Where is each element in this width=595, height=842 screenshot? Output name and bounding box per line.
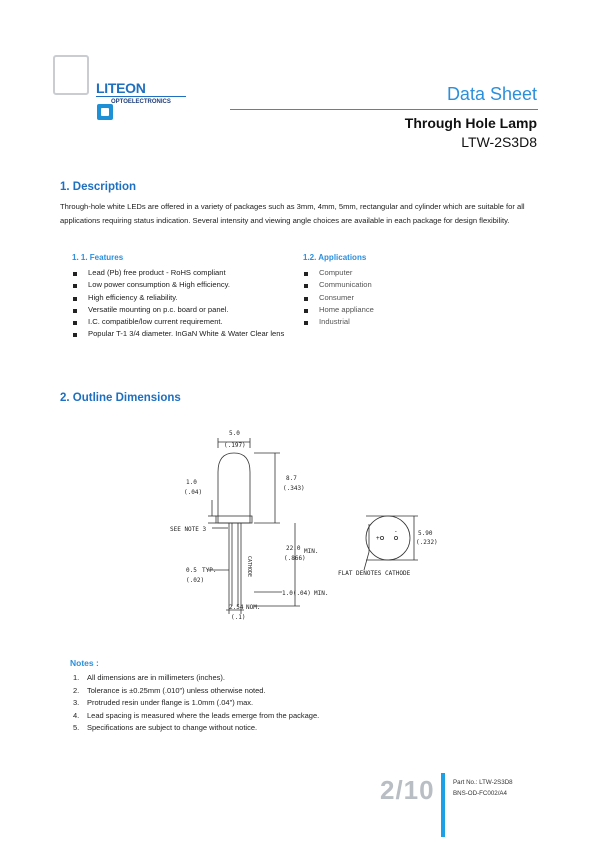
dim-diameter: 5.90: [418, 530, 433, 537]
notes-list: [73, 672, 319, 735]
dim-spacing-in: (.1): [231, 614, 246, 621]
dim-top: 5.0: [229, 430, 240, 437]
list-item: I.C. compatible/low current requirement.: [72, 316, 297, 328]
plus-label: +: [376, 535, 380, 542]
dim-lead-width: 0.5: [186, 567, 197, 574]
end-view-circle: [366, 516, 410, 560]
dim-flange-suffix: MIN.: [314, 590, 329, 597]
list-item: Popular T-1 3/4 diameter. InGaN White & Water Clear lens: [72, 328, 297, 340]
list-item: Home appliance: [303, 304, 503, 316]
logo-text: LITEON: [96, 80, 146, 96]
applications-list: [303, 267, 503, 328]
page-number: 2/10: [380, 775, 435, 805]
logo-mark: [97, 104, 113, 120]
logo-frame: [53, 55, 89, 95]
footer-info: [453, 778, 513, 799]
cathode-label: CATHODE: [246, 556, 252, 578]
dim-height-in: (.343): [283, 485, 305, 492]
footer-part-no: Part No.: LTW-2S3D8: [453, 779, 513, 786]
doc-type-title: Data Sheet: [446, 84, 537, 104]
logo-underline: [96, 96, 186, 97]
outline-drawing: [150, 420, 450, 630]
outline-heading: 2. Outline Dimensions: [60, 392, 181, 404]
list-item: 1. All dimensions are in millimeters (inches).: [73, 673, 225, 682]
dim-lead-in: (.866): [284, 555, 306, 562]
dim-diameter-in: (.232): [416, 539, 438, 546]
list-item: Consumer: [303, 292, 503, 304]
logo-subtitle: OPTOELECTRONICS: [111, 99, 171, 105]
features-list: [72, 267, 297, 341]
list-item: 5. Specifications are subject to change without notice.: [73, 723, 258, 733]
list-item: Lead (Pb) free product - RoHS compliant: [72, 267, 297, 279]
header-divider: [230, 109, 538, 110]
minus-label: -: [394, 528, 398, 535]
notes-heading: Notes :: [70, 658, 99, 668]
lamp-flange: [216, 516, 252, 523]
list-item: 4. Lead spacing is measured where the leads emerge from the package.: [73, 710, 320, 720]
list-item: Computer: [303, 267, 503, 279]
dim-lead-width-suffix: TYP.: [202, 567, 217, 574]
dim-lead-suffix: MIN.: [304, 548, 319, 555]
list-item: 3. Protruded resin under flange is 1.0mm (.04") max.: [73, 698, 254, 708]
dim-lead-width-in: (.02): [186, 577, 205, 584]
footer-accent-bar: [441, 773, 445, 837]
dim-top-in: (.197): [224, 442, 246, 449]
dim-flange: 1.0(.04): [282, 590, 311, 597]
lamp-body: [218, 453, 250, 523]
dim-lead: 22.0: [286, 545, 301, 552]
applications-heading: 1.2. Applications: [303, 253, 367, 262]
list-item: Communication: [303, 279, 503, 291]
list-item: Versatile mounting on p.c. board or panel.: [72, 304, 297, 316]
list-item: 2. Tolerance is ±0.25mm (.010") unless otherwise noted.: [73, 685, 266, 695]
features-heading: 1. 1. Features: [72, 253, 124, 262]
list-item: High efficiency & reliability.: [72, 292, 297, 304]
dim-spacing: 2.54: [229, 604, 244, 611]
list-item: Industrial: [303, 316, 503, 328]
list-item: Low power consumption & High efficiency.: [72, 279, 297, 291]
dim-spacing-suffix: NOM.: [246, 604, 261, 611]
dim-left-in: (.04): [184, 489, 203, 496]
flat-note: FLAT DENOTES CATHODE: [338, 570, 411, 577]
dim-height: 8.7: [286, 475, 297, 482]
product-title: Through Hole Lamp: [404, 115, 537, 131]
description-heading: 1. Description: [60, 181, 137, 193]
dim-left: 1.0: [186, 479, 197, 486]
description-text: Through-hole white LEDs are offered in a variety of packages such as 3mm, 4mm, 5mm, rectangular and cylinder which are suitable for all applications requiring status indication. Several intensity and viewing angle choices are available in each package for design flexibility.: [60, 202, 525, 225]
footer-doc-code: BNS-OD-FC002/A4: [453, 789, 507, 797]
part-number: LTW-2S3D8: [461, 134, 537, 150]
see-note: SEE NOTE 3: [170, 526, 207, 533]
